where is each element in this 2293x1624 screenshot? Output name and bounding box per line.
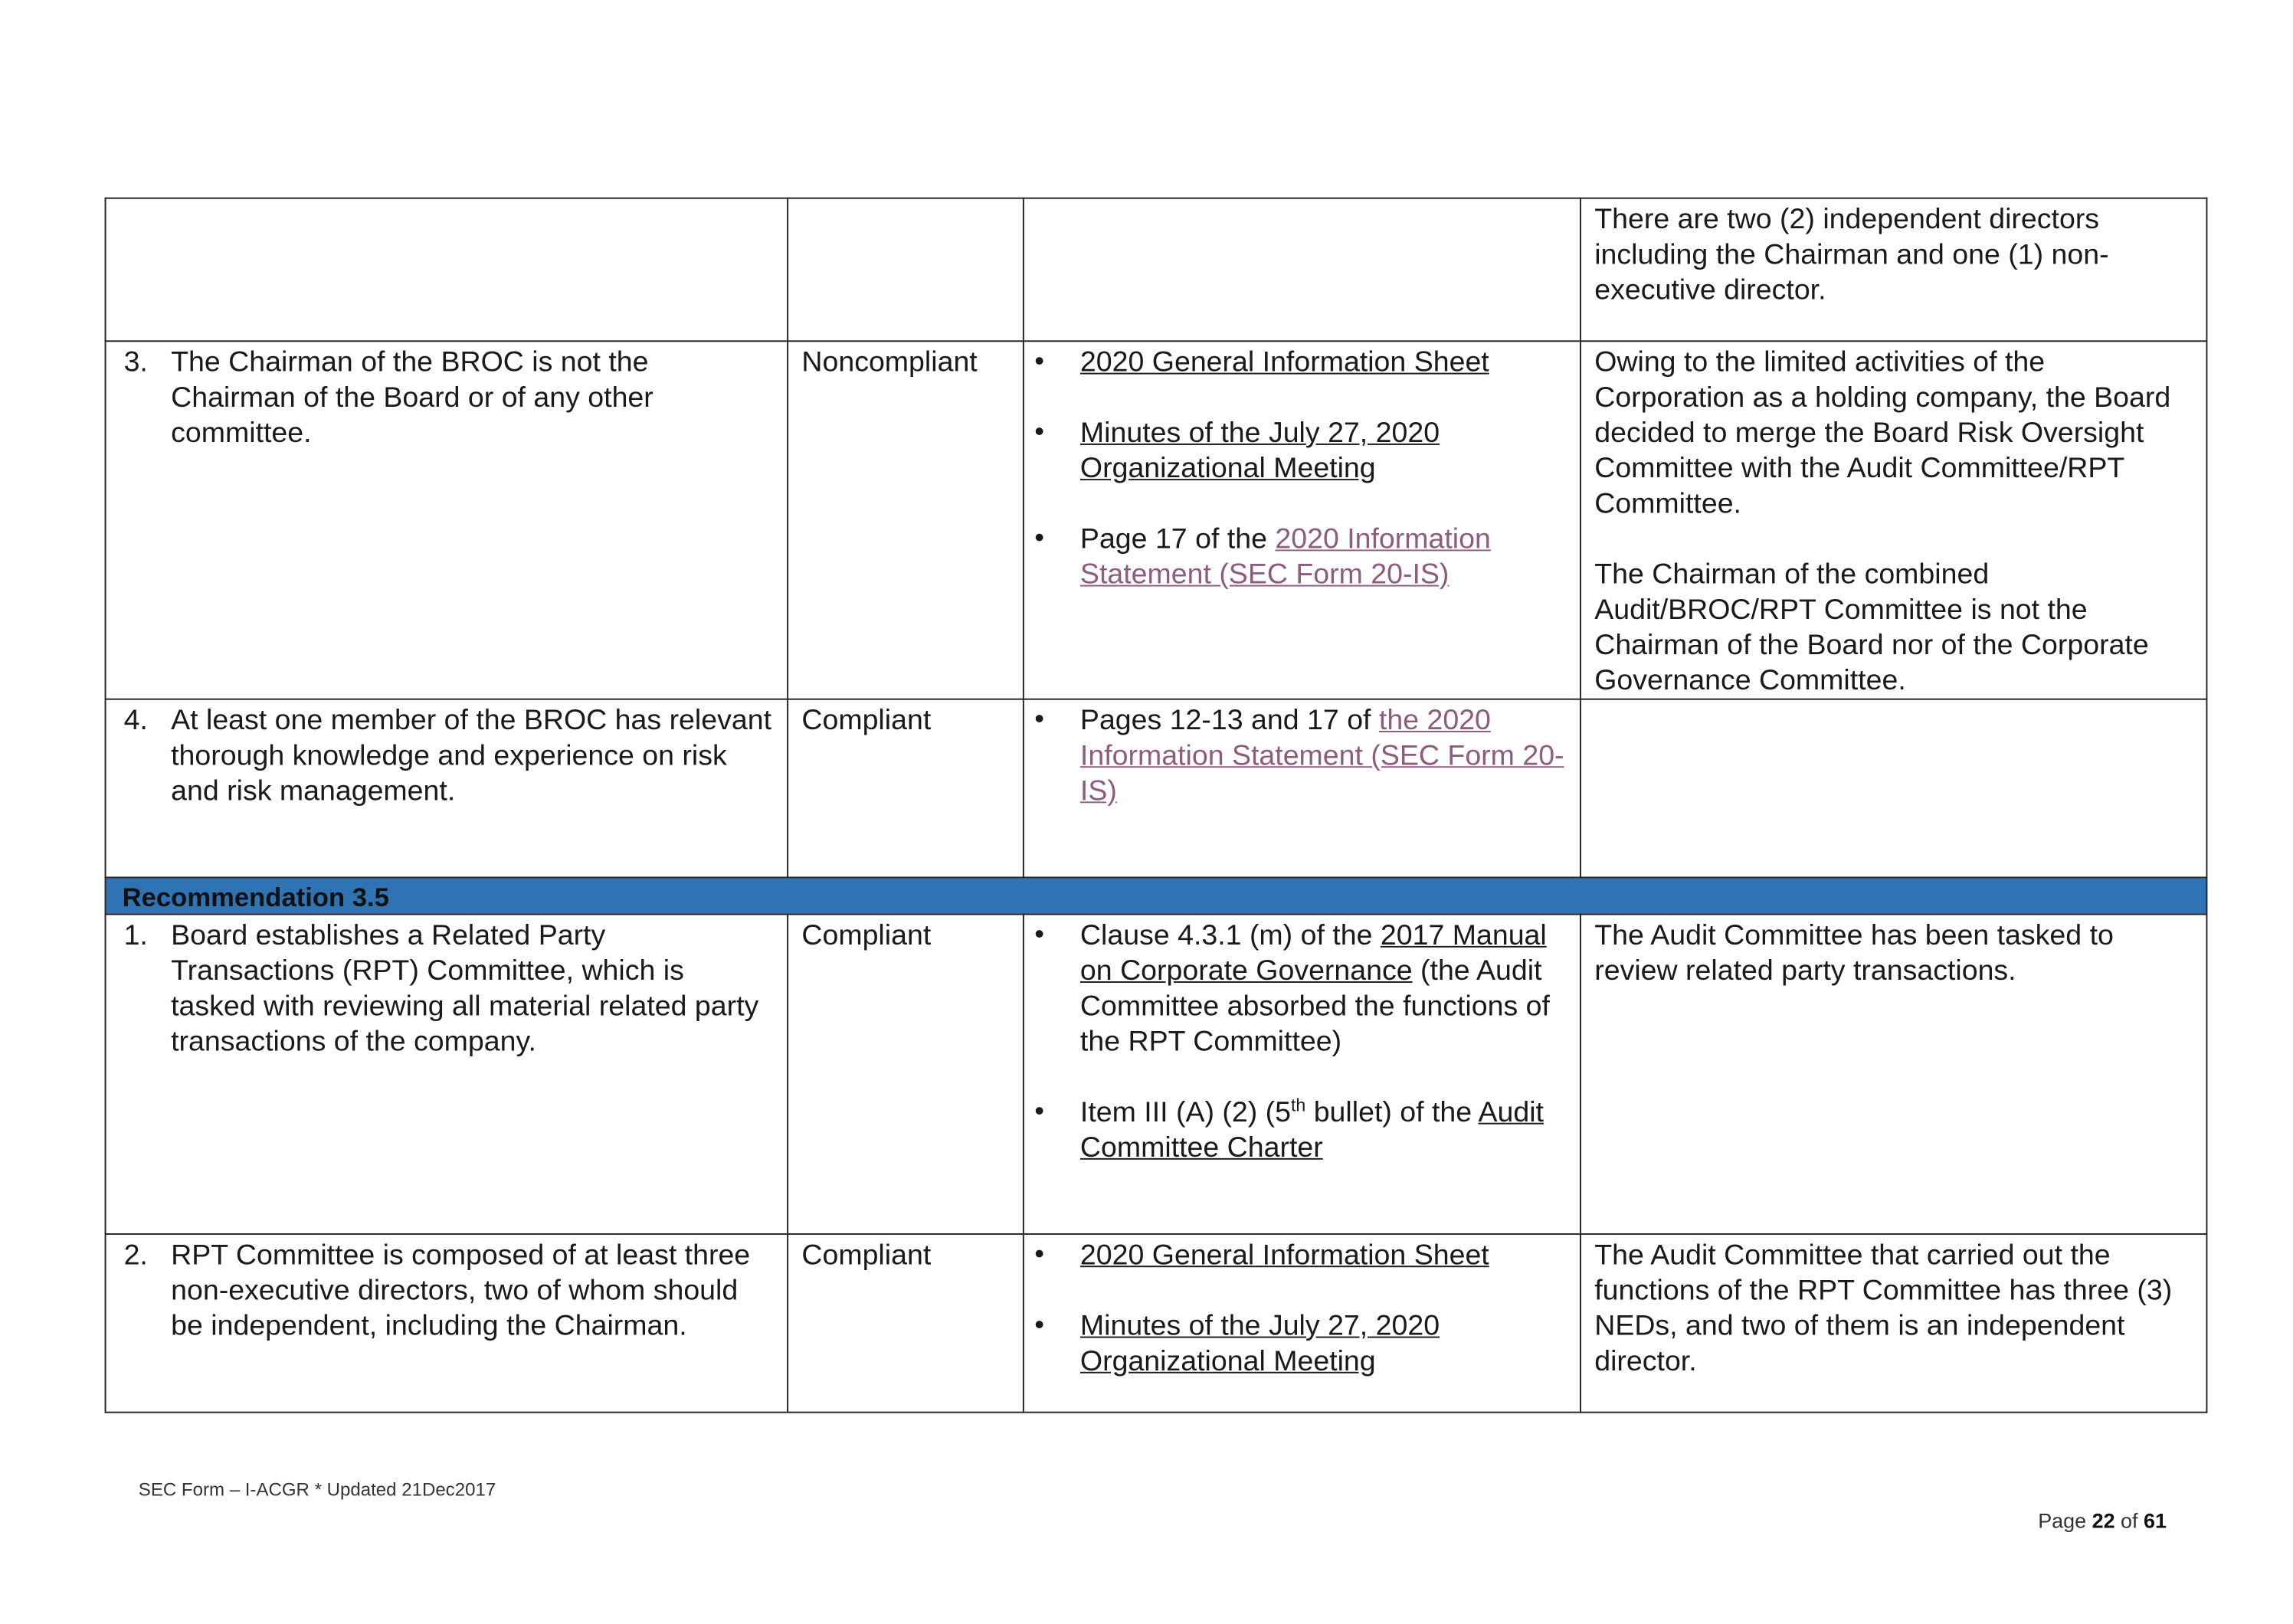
source-link[interactable]: Minutes of the July 27, 2020 Organizational Meeting bbox=[1079, 1309, 1440, 1378]
list-item bbox=[1080, 1308, 1567, 1379]
table-row bbox=[106, 1234, 2207, 1413]
list-item bbox=[1080, 345, 1567, 380]
recommendation-text: Board establishes a Related Party Transactions (RPT) Committee, which is tasked with reviewing all material related party transactions of the company. bbox=[171, 919, 759, 1059]
source-link[interactable]: 2020 Information Statement (SEC Form 20-IS) bbox=[1079, 522, 1491, 591]
sources-cell bbox=[1024, 1234, 1581, 1413]
recommendation-cell bbox=[106, 341, 788, 699]
source-link[interactable]: 2020 General Information Sheet bbox=[1079, 1239, 1489, 1272]
status-cell bbox=[788, 699, 1024, 878]
recommendation-header-row bbox=[106, 877, 2207, 914]
source-text: (the Audit Committee absorbed the functions of the RPT Committee) bbox=[1079, 954, 1550, 1059]
source-link[interactable]: 2017 Manual on Corporate Governance bbox=[1079, 919, 1547, 987]
source-list bbox=[1080, 918, 1567, 1165]
list-item bbox=[1080, 1238, 1567, 1273]
source-list bbox=[1080, 345, 1567, 592]
recommendation-header: Recommendation 3.5 bbox=[106, 877, 2207, 914]
item-number: 3. bbox=[123, 346, 148, 379]
compliance-status: Noncompliant bbox=[801, 346, 978, 379]
recommendation-text: RPT Committee is composed of at least three non-executive directors, two of whom should be independent, including the Chairman. bbox=[171, 1239, 751, 1343]
recommendation-cell bbox=[106, 1234, 788, 1413]
source-text: Pages 12-13 and 17 of bbox=[1079, 704, 1379, 737]
status-cell bbox=[788, 915, 1024, 1234]
table-row bbox=[106, 699, 2207, 878]
page-current: 22 bbox=[2092, 1508, 2115, 1533]
recommendation-text: At least one member of the BROC has relevant thorough knowledge and experience on risk and risk management. bbox=[171, 704, 772, 808]
recommendation-text: The Chairman of the BROC is not the Chairman of the Board or of any other committee. bbox=[171, 346, 654, 450]
sources-cell bbox=[1024, 341, 1581, 699]
source-link[interactable]: Minutes of the July 27, 2020 Organizational Meeting bbox=[1079, 417, 1440, 485]
source-text: Clause 4.3.1 (m) of the bbox=[1079, 919, 1381, 952]
superscript: th bbox=[1291, 1095, 1306, 1116]
item-number: 1. bbox=[123, 919, 148, 952]
compliance-table bbox=[105, 198, 2208, 1413]
page-word: Page bbox=[2038, 1508, 2087, 1533]
explanation-cell bbox=[1581, 1234, 2206, 1413]
page-number bbox=[2038, 1509, 2167, 1533]
explanation-cell bbox=[1581, 198, 2206, 342]
sources-cell bbox=[1024, 699, 1581, 878]
source-text: bullet) of the bbox=[1305, 1096, 1479, 1129]
source-link[interactable]: Audit Committee Charter bbox=[1079, 1096, 1544, 1164]
page-total: 61 bbox=[2144, 1508, 2167, 1533]
source-text: Page 17 of the bbox=[1079, 522, 1276, 556]
table-row bbox=[106, 341, 2207, 699]
explanation-text: The Chairman of the combined Audit/BROC/RPT Committee is not the Chairman of the Board nor of the Corporate Governance Committee. bbox=[1594, 558, 2149, 697]
list-item bbox=[1080, 415, 1567, 486]
recommendation-cell bbox=[106, 198, 788, 342]
status-cell bbox=[788, 341, 1024, 699]
source-link[interactable]: the 2020 Information Statement (SEC Form 20-IS) bbox=[1079, 704, 1564, 808]
table-row bbox=[106, 915, 2207, 1234]
table-row bbox=[106, 198, 2207, 342]
status-cell bbox=[788, 198, 1024, 342]
source-list bbox=[1080, 703, 1567, 809]
recommendation-cell bbox=[106, 915, 788, 1234]
compliance-status: Compliant bbox=[801, 704, 932, 737]
list-item bbox=[1080, 703, 1567, 809]
source-text: Item III (A) (2) (5 bbox=[1079, 1096, 1292, 1129]
explanation-cell bbox=[1581, 341, 2206, 699]
compliance-status: Compliant bbox=[801, 919, 932, 952]
explanation-text: There are two (2) independent directors including the Chairman and one (1) non-executive director. bbox=[1594, 203, 2109, 307]
page-of: of bbox=[2121, 1508, 2138, 1533]
footer-form-label: SEC Form – I-ACGR * Updated 21Dec2017 bbox=[138, 1479, 496, 1501]
recommendation-cell bbox=[106, 699, 788, 878]
explanation-text: The Audit Committee that carried out the functions of the RPT Committee has three (3) NEDs, and two of them is an independent director. bbox=[1594, 1239, 2173, 1378]
source-link[interactable]: 2020 General Information Sheet bbox=[1079, 346, 1489, 379]
compliance-status: Compliant bbox=[801, 1239, 932, 1272]
item-number: 4. bbox=[123, 704, 148, 737]
list-item bbox=[1080, 522, 1567, 592]
status-cell bbox=[788, 1234, 1024, 1413]
explanation-text: The Audit Committee has been tasked to review related party transactions. bbox=[1594, 919, 2114, 987]
list-item bbox=[1080, 918, 1567, 1059]
sources-cell bbox=[1024, 198, 1581, 342]
explanation-cell bbox=[1581, 699, 2206, 878]
explanation-text: Owing to the limited activities of the Corporation as a holding company, the Board decided to merge the Board Risk Oversight Committee with the Audit Committee/RPT Committee. bbox=[1594, 346, 2171, 520]
explanation-cell bbox=[1581, 915, 2206, 1234]
list-item bbox=[1080, 1095, 1567, 1165]
source-list bbox=[1080, 1238, 1567, 1380]
sources-cell bbox=[1024, 915, 1581, 1234]
item-number: 2. bbox=[123, 1239, 148, 1272]
